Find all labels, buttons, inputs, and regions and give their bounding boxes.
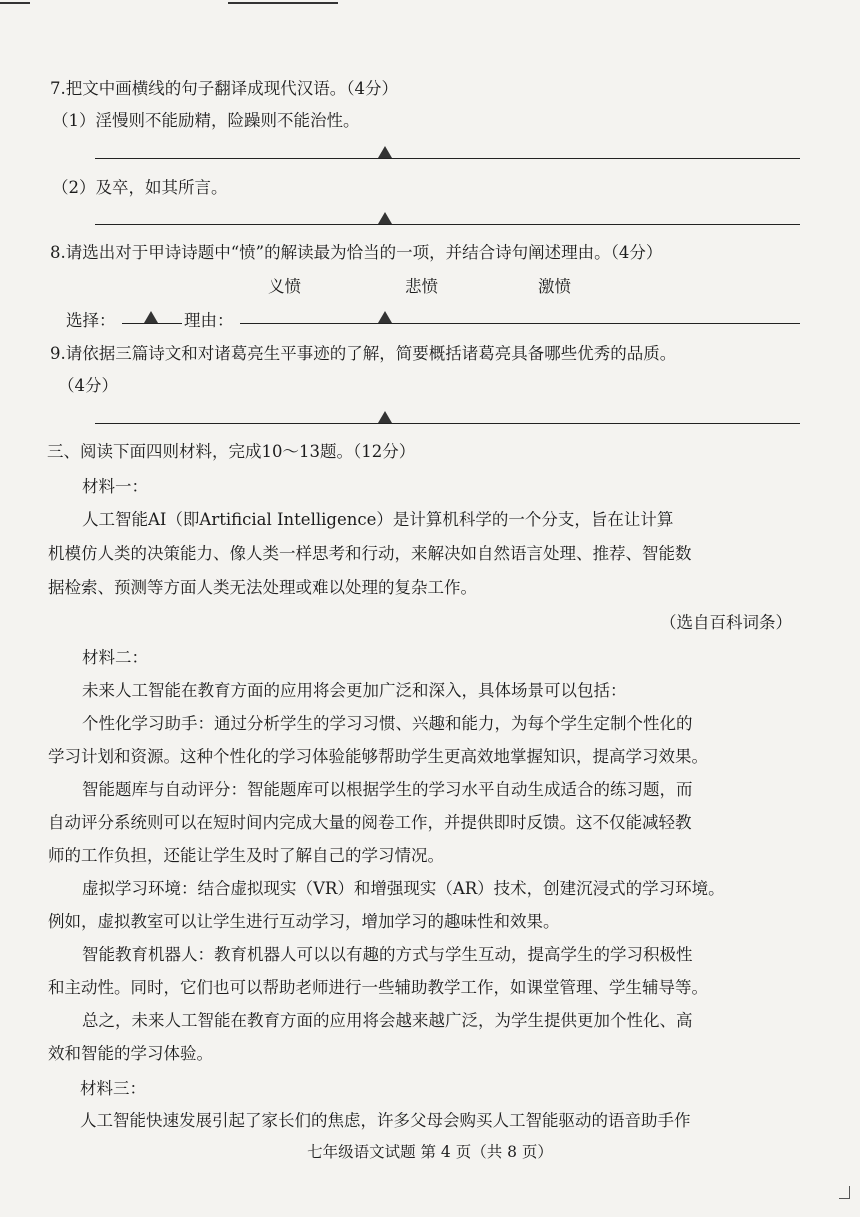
- material-2-line: 总之，未来人工智能在教育方面的应用将会越来越广泛，为学生提供更加个性化、高: [82, 1011, 693, 1030]
- top-edge-mark: [0, 2, 30, 4]
- material-1-line: 人工智能AI（即Artificial Intelligence）是计算机科学的一个分支，旨在让计算: [82, 510, 674, 529]
- material-1-line: 据检索、预测等方面人类无法处理或难以处理的复杂工作。: [48, 578, 477, 597]
- q9-answer-line[interactable]: [95, 409, 800, 431]
- material-2-line: 智能教育机器人：教育机器人可以以有趣的方式与学生互动，提高学生的学习积极性: [82, 945, 693, 964]
- answer-marker-icon: [378, 146, 392, 158]
- material-3-line: 人工智能快速发展引起了家长们的焦虑，许多父母会购买人工智能驱动的语音助手作: [80, 1111, 691, 1130]
- material-2-line: 未来人工智能在教育方面的应用将会更加广泛和深入，具体场景可以包括：: [82, 681, 627, 700]
- material-2-line: 学习计划和资源。这种个性化的学习体验能够帮助学生更高效地掌握知识，提高学习效果。: [48, 747, 708, 766]
- material-2-line: 效和智能的学习体验。: [48, 1044, 213, 1063]
- material-2-line: 师的工作负担，还能让学生及时了解自己的学习情况。: [48, 846, 444, 865]
- material-2-line: 智能题库与自动评分：智能题库可以根据学生的学习水平自动生成适合的练习题，而: [82, 780, 693, 799]
- page-footer: 七年级语文试题 第 4 页（共 8 页）: [307, 1143, 553, 1161]
- answer-marker-icon: [144, 311, 158, 323]
- q7-stem: 7.把文中画横线的句子翻译成现代汉语。（4分）: [50, 79, 398, 98]
- answer-marker-icon: [378, 311, 392, 323]
- q8-reason-label: 理由：: [184, 311, 234, 330]
- q8-option-1[interactable]: 义愤: [268, 277, 301, 296]
- q8-choice-blank[interactable]: [122, 310, 182, 330]
- q9-stem: 9.请依据三篇诗文和对诸葛亮生平事迹的了解，简要概括诸葛亮具备哪些优秀的品质。: [50, 344, 677, 363]
- q7-sentence-1: （1）淫慢则不能励精，险躁则不能治性。: [52, 111, 360, 130]
- q7-answer-line-1[interactable]: [95, 144, 800, 166]
- section3-title: 三、阅读下面四则材料，完成10～13题。（12分）: [47, 442, 416, 461]
- material-1-line: 机模仿人类的决策能力、像人类一样思考和行动，来解决如自然语言处理、推荐、智能数: [48, 544, 692, 563]
- material-2-line: 和主动性。同时，它们也可以帮助老师进行一些辅助教学工作，如课堂管理、学生辅导等。: [48, 978, 708, 997]
- q8-option-2[interactable]: 悲愤: [405, 277, 438, 296]
- material-2-line: 例如，虚拟教室可以让学生进行互动学习，增加学习的趣味性和效果。: [48, 912, 560, 931]
- q7-answer-line-2[interactable]: [95, 210, 800, 232]
- q8-reason-blank[interactable]: [240, 310, 800, 330]
- material-2-title: 材料二：: [82, 648, 148, 667]
- q9-score: （4分）: [58, 376, 118, 395]
- q8-option-3[interactable]: 激愤: [538, 277, 571, 296]
- q7-sentence-2: （2）及卒，如其所言。: [52, 178, 228, 197]
- answer-marker-icon: [378, 411, 392, 423]
- material-2-line: 自动评分系统则可以在短时间内完成大量的阅卷工作，并提供即时反馈。这不仅能减轻教: [48, 813, 692, 832]
- q8-stem: 8.请选出对于甲诗诗题中“愤”的解读最为恰当的一项，并结合诗句阐述理由。（4分）: [50, 243, 663, 262]
- corner-mark: [839, 1186, 850, 1199]
- material-1-source: （选自百科词条）: [660, 613, 792, 632]
- material-3-title: 材料三：: [80, 1079, 146, 1098]
- q8-choose-label: 选择：: [66, 311, 116, 330]
- answer-marker-icon: [378, 212, 392, 224]
- material-2-line: 虚拟学习环境：结合虚拟现实（VR）和增强现实（AR）技术，创建沉浸式的学习环境。: [82, 879, 725, 898]
- material-1-title: 材料一：: [82, 477, 148, 496]
- material-2-line: 个性化学习助手：通过分析学生的学习习惯、兴趣和能力，为每个学生定制个性化的: [82, 714, 693, 733]
- top-edge-mark: [228, 2, 338, 4]
